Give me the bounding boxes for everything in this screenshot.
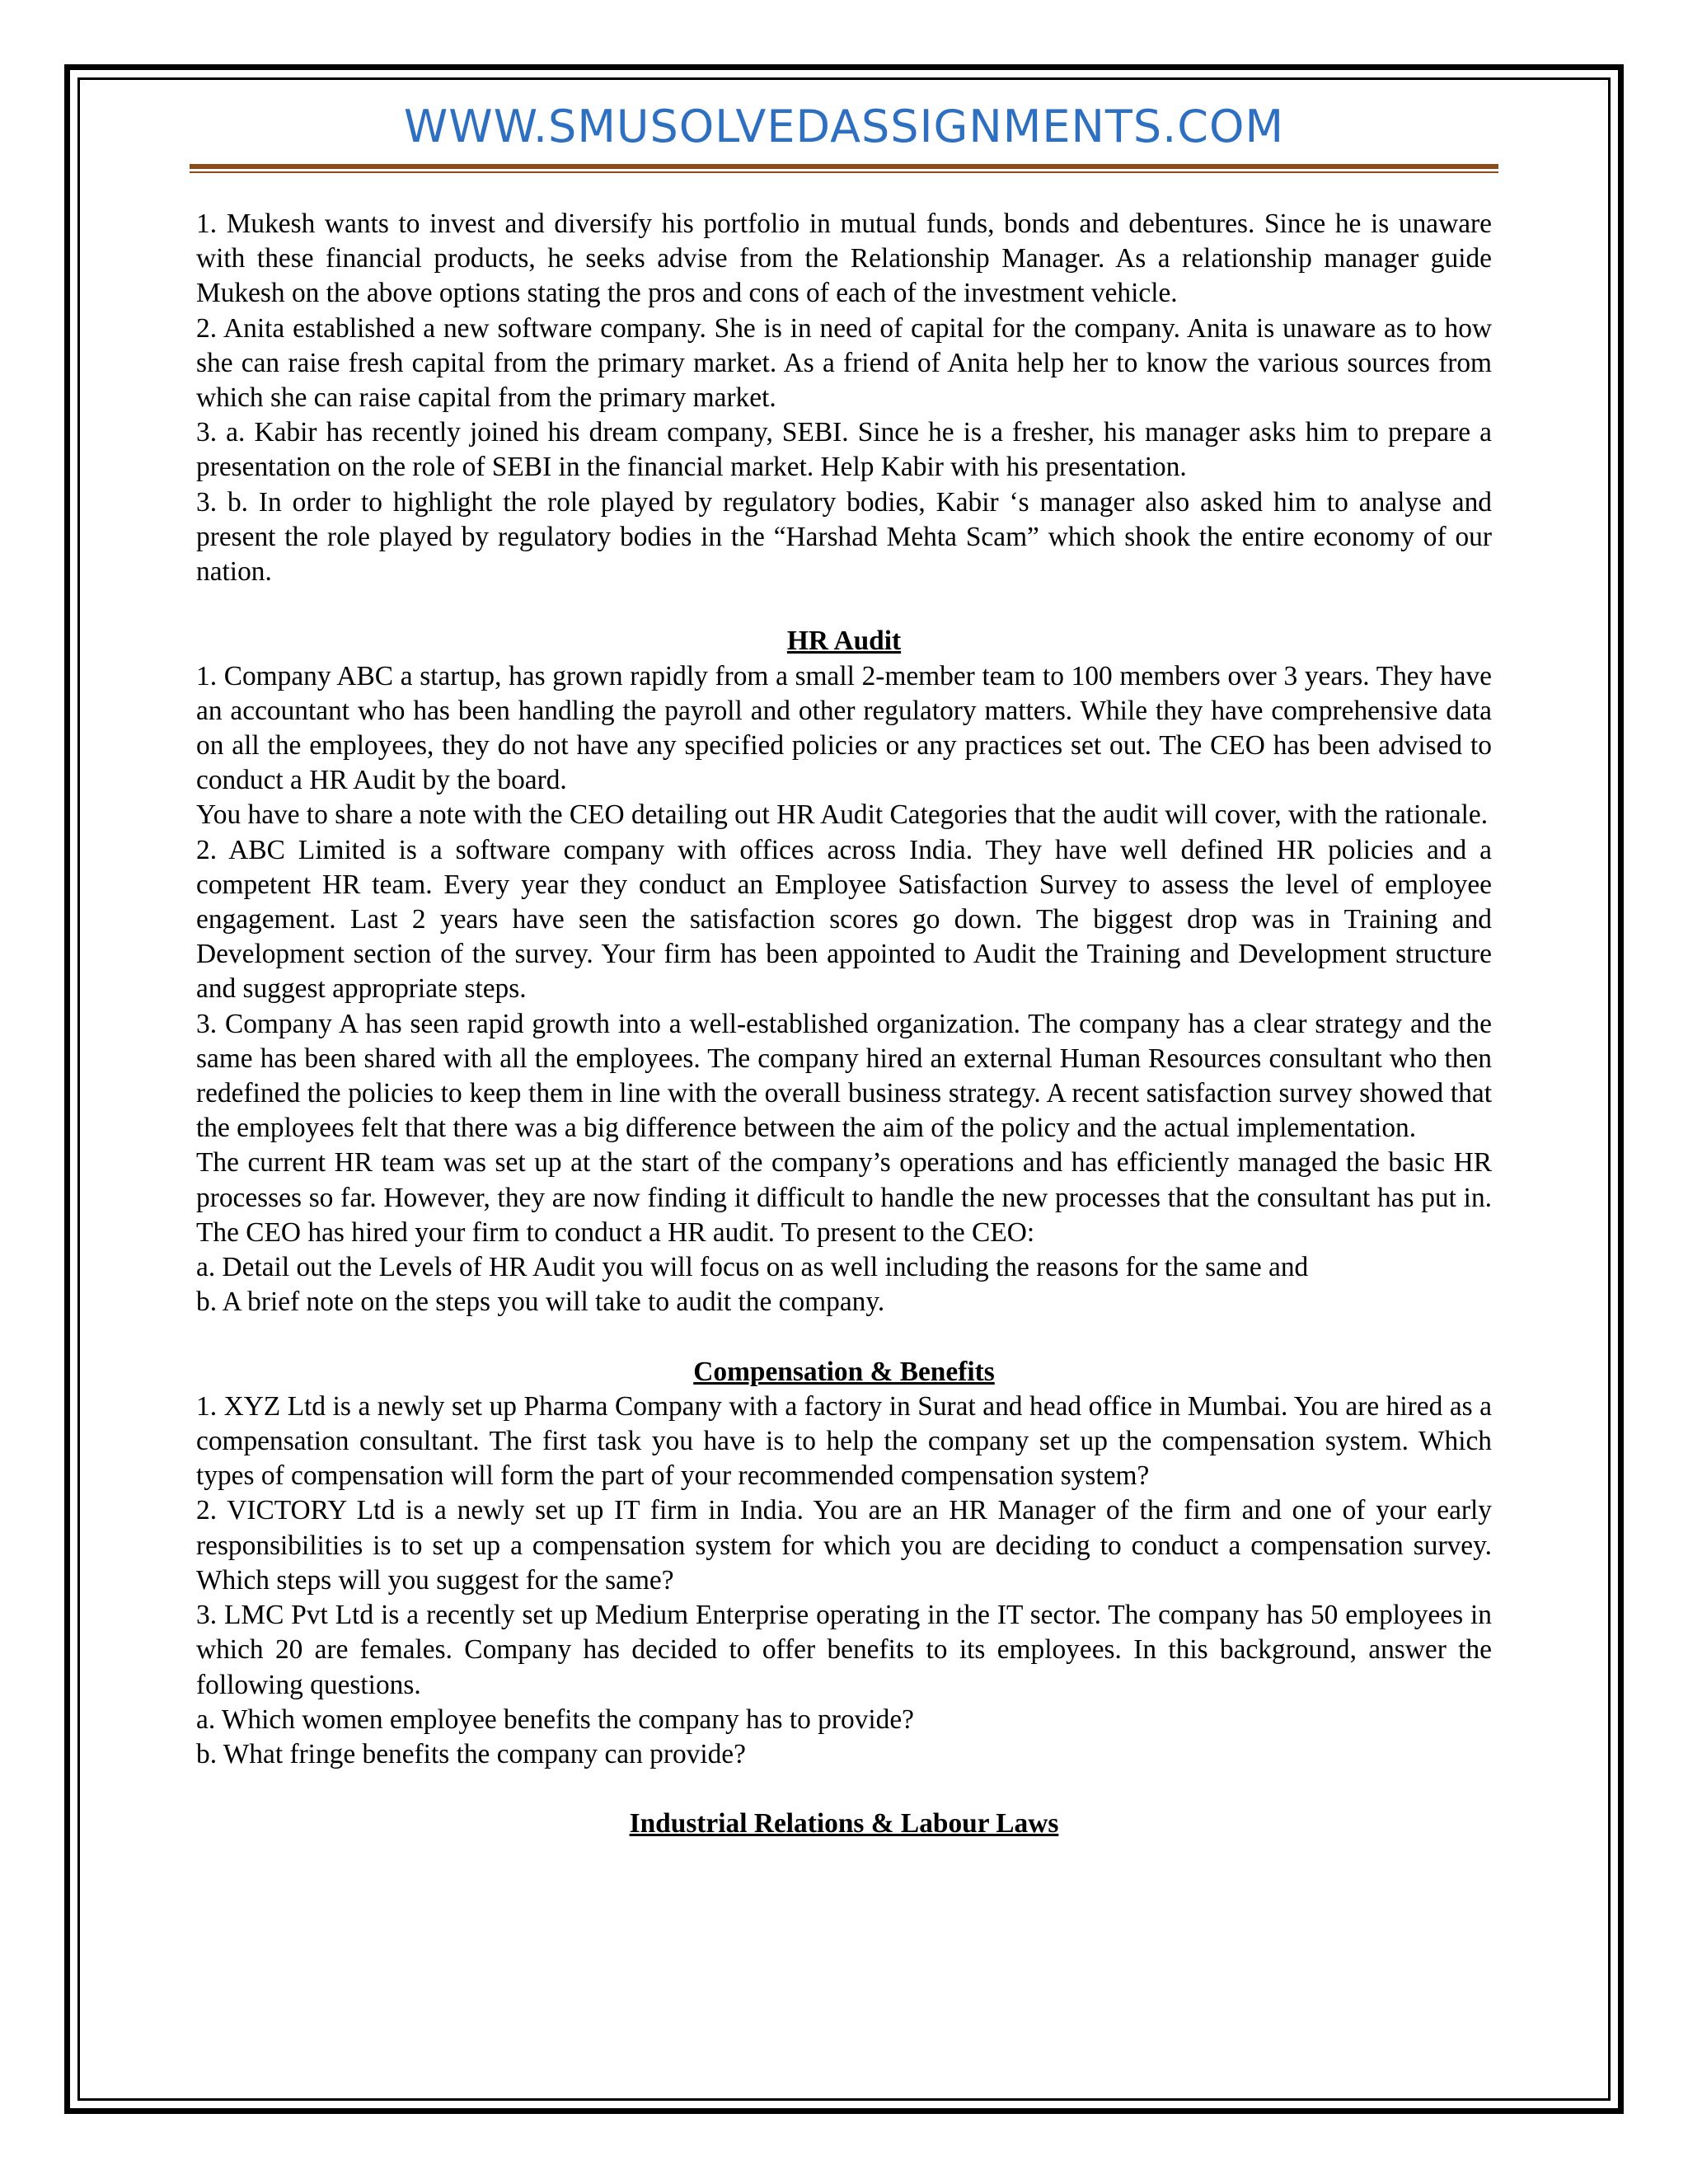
header-rule: [190, 164, 1498, 169]
hr-audit-question-3b: b. A brief note on the steps you will take to audit the company.: [196, 1286, 885, 1318]
intro-question-3b: 3. b. In order to highlight the role played by regulatory bodies, Kabir ‘s manager also asked him to analyse and present the role played by regulatory bodies in the “Harshad Mehta Scam” which shook the entire economy of our nation.: [196, 486, 1492, 588]
compensation-question-3a: a. Which women employee benefits the company has to provide?: [196, 1704, 914, 1735]
hr-audit-question-1-task: You have to share a note with the CEO detailing out HR Audit Categories that the audit will cover, with the rationale.: [196, 799, 1489, 831]
hr-audit-question-3a: a. Detail out the Levels of HR Audit you will focus on as well including the reasons for the same and: [196, 1252, 1309, 1283]
compensation-question-1: 1. XYZ Ltd is a newly set up Pharma Company with a factory in Surat and head office in Mumbai. You are hired as a compensation consultant. The first task you have is to help the company set up the compensation system. Which types of compensation will form the part of your recommended compensation system?: [196, 1390, 1492, 1492]
compensation-question-3b: b. What fringe benefits the company can provide?: [196, 1738, 746, 1769]
hr-audit-question-3-context: The current HR team was set up at the start of the company’s operations and has efficiently managed the basic HR processes so far. However, they are now finding it difficult to handle the new processes that the consultant has put in. The CEO has hired your firm to conduct a HR audit. To present to the CEO:: [196, 1147, 1492, 1248]
compensation-question-2: 2. VICTORY Ltd is a newly set up IT firm in India. You are an HR Manager of the firm and one of your early responsibilities is to set up a compensation system for which you are deciding to conduct a compensation survey. Which steps will you suggest for the same?: [196, 1495, 1492, 1596]
spacer: [196, 1319, 1492, 1354]
intro-question-3a: 3. a. Kabir has recently joined his dream company, SEBI. Since he is a fresher, his manager asks him to prepare a presentation on the role of SEBI in the financial market. Help Kabir with his presentation.: [196, 417, 1492, 483]
intro-question-2: 2. Anita established a new software company. She is in need of capital for the company. Anita is unaware as to how she can raise fresh capital from the primary market. As a friend of Anita help her to know the various sources from which she can raise capital from the primary market.: [196, 312, 1492, 414]
intro-question-1: 1. Mukesh wants to invest and diversify his portfolio in mutual funds, bonds and debentures. Since he is unaware with these financial products, he seeks advise from the Relationship Manager. As a relationship manager guide Mukesh on the above options stating the pros and cons of each of the investment vehicle.: [196, 209, 1492, 309]
header-rule-thin: [190, 171, 1498, 173]
section-heading-industrial-relations: Industrial Relations & Labour Laws: [629, 1808, 1059, 1840]
hr-audit-question-3: 3. Company A has seen rapid growth into a well-established organization. The company has a clear strategy and the same has been shared with all the employees. The company hired an external Human Resources consultant who then redefined the policies to keep them in line with the overall business strategy. A recent satisfaction survey showed that the employees felt that there was a big difference between the aim of the policy and the actual implementation.: [196, 1008, 1492, 1144]
spacer: [196, 1772, 1492, 1807]
section-heading-compensation: Compensation & Benefits: [693, 1356, 995, 1387]
hr-audit-question-2: 2. ABC Limited is a software company with offices across India. They have well defined HR policies and a competent HR team. Every year they conduct an Employee Satisfaction Survey to assess the level of employee engagement. Last 2 years have seen the satisfaction scores go down. The biggest drop was in Training and Development section of the survey. Your firm has been appointed to Audit the Training and Development structure and suggest appropriate steps.: [196, 834, 1492, 1005]
site-header: WWW.SMUSOLVEDASSIGNMENTS.COM: [403, 101, 1285, 152]
section-heading-hr-audit: HR Audit: [786, 626, 902, 657]
document-body: [196, 207, 1492, 1842]
hr-audit-question-1: 1. Company ABC a startup, has grown rapidly from a small 2-member team to 100 members over 3 years. They have an accountant who has been handling the payroll and other regulatory matters. While they have comprehensive data on all the employees, they do not have any specified policies or any practices set out. The CEO has been advised to conduct a HR Audit by the board.: [196, 660, 1492, 796]
spacer: [196, 589, 1492, 624]
compensation-question-3: 3. LMC Pvt Ltd is a recently set up Medium Enterprise operating in the IT sector. The company has 50 employees in which 20 are females. Company has decided to offer benefits to its employees. In this background, answer the following questions.: [196, 1600, 1492, 1700]
